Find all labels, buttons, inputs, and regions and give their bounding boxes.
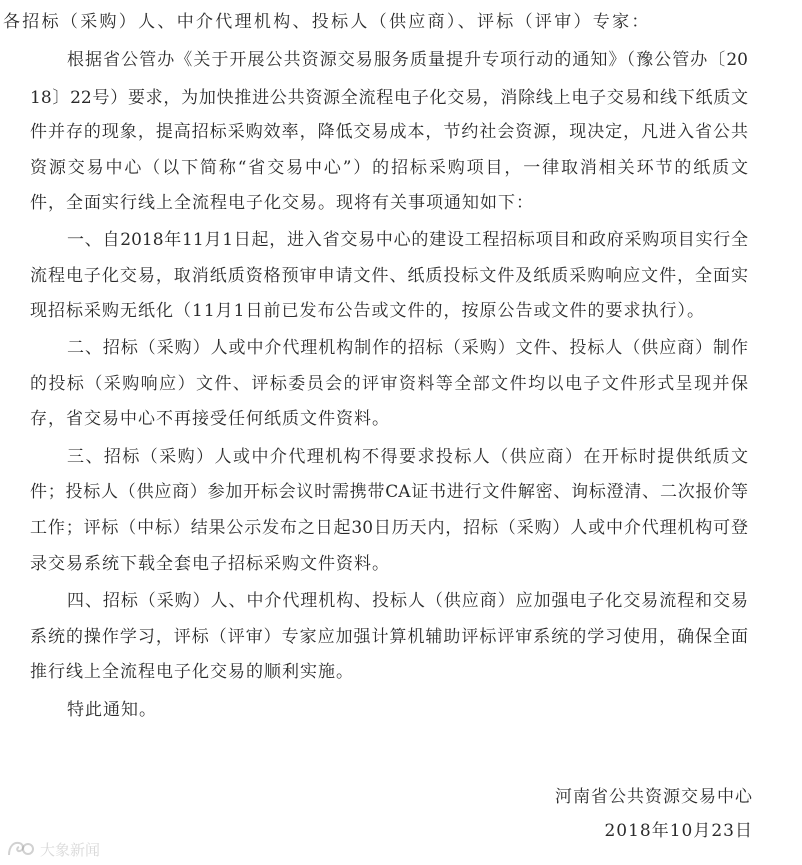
paragraph-4-line-3: 工作；评标（中标）结果公示发布之日起30日历天内，招标（采购）人或中介代理机构可登 xyxy=(30,518,748,538)
paragraph-1-line-2: 18〕22号）要求，为加快推进公共资源全流程电子化交易，消除线上电子交易和线下纸质文 xyxy=(30,88,748,108)
watermark-text: 大象新闻 xyxy=(40,840,101,859)
paragraph-4-line-1: 三、招标（采购）人或中介代理机构不得要求投标人（供应商）在开标时提供纸质文 xyxy=(67,447,748,467)
paragraph-5-line-2: 系统的操作学习，评标（评审）专家应加强计算机辅助评标评审系统的学习使用，确保全面 xyxy=(30,627,748,647)
paragraph-3-line-3: 存，省交易中心不再接受任何纸质文件资料。 xyxy=(30,409,390,429)
paragraph-2-line-3: 现招标采购无纸化（11月1日前已发布公告或文件的，按原公告或文件的要求执行）。 xyxy=(30,301,705,321)
watermark-logo-icon xyxy=(6,840,36,858)
paragraph-3-line-2: 的投标（采购响应）文件、评标委员会的评审资料等全部文件均以电子文件形式呈现并保 xyxy=(30,374,748,394)
paragraph-5-line-1: 四、招标（采购）人、中介代理机构、投标人（供应商）应加强电子化交易流程和交易 xyxy=(67,591,748,611)
paragraph-5-line-3: 推行线上全流程电子化交易的顺利实施。 xyxy=(30,662,354,682)
paragraph-3-line-1: 二、招标（采购）人或中介代理机构制作的招标（采购）文件、投标人（供应商）制作 xyxy=(67,338,748,358)
paragraph-2-line-1: 一、自2018年11月1日起，进入省交易中心的建设工程招标项目和政府采购项目实行全 xyxy=(67,230,748,250)
paragraph-4-line-2: 件；投标人（供应商）参加开标会议时需携带CA证书进行文件解密、询标澄清、二次报价等 xyxy=(30,482,748,502)
watermark xyxy=(6,838,100,860)
paragraph-1-line-4: 资源交易中心（以下简称“省交易中心”）的招标采购项目，一律取消相关环节的纸质文 xyxy=(30,158,748,178)
paragraph-1-line-3: 件并存的现象，提高招标采购效率，降低交易成本，节约社会资源，现决定，凡进入省公共 xyxy=(30,122,748,142)
issuer-signature: 河南省公共资源交易中心 xyxy=(555,787,753,807)
salutation: 各招标（采购）人、中介代理机构、投标人（供应商）、评标（评审）专家： xyxy=(3,12,651,32)
paragraph-1-line-5: 件，全面实行线上全流程电子化交易。现将有关事项通知如下： xyxy=(30,193,534,213)
closing-line: 特此通知。 xyxy=(67,700,157,720)
issue-date: 2018年10月23日 xyxy=(604,821,753,841)
paragraph-4-line-4: 录交易系统下载全套电子招标采购文件资料。 xyxy=(30,554,390,574)
paragraph-1-line-1: 根据省公管办《关于开展公共资源交易服务质量提升专项行动的通知》（豫公管办〔20 xyxy=(67,50,748,70)
paragraph-2-line-2: 流程电子化交易，取消纸质资格预审申请文件、纸质投标文件及纸质采购响应文件，全面实 xyxy=(30,266,748,286)
